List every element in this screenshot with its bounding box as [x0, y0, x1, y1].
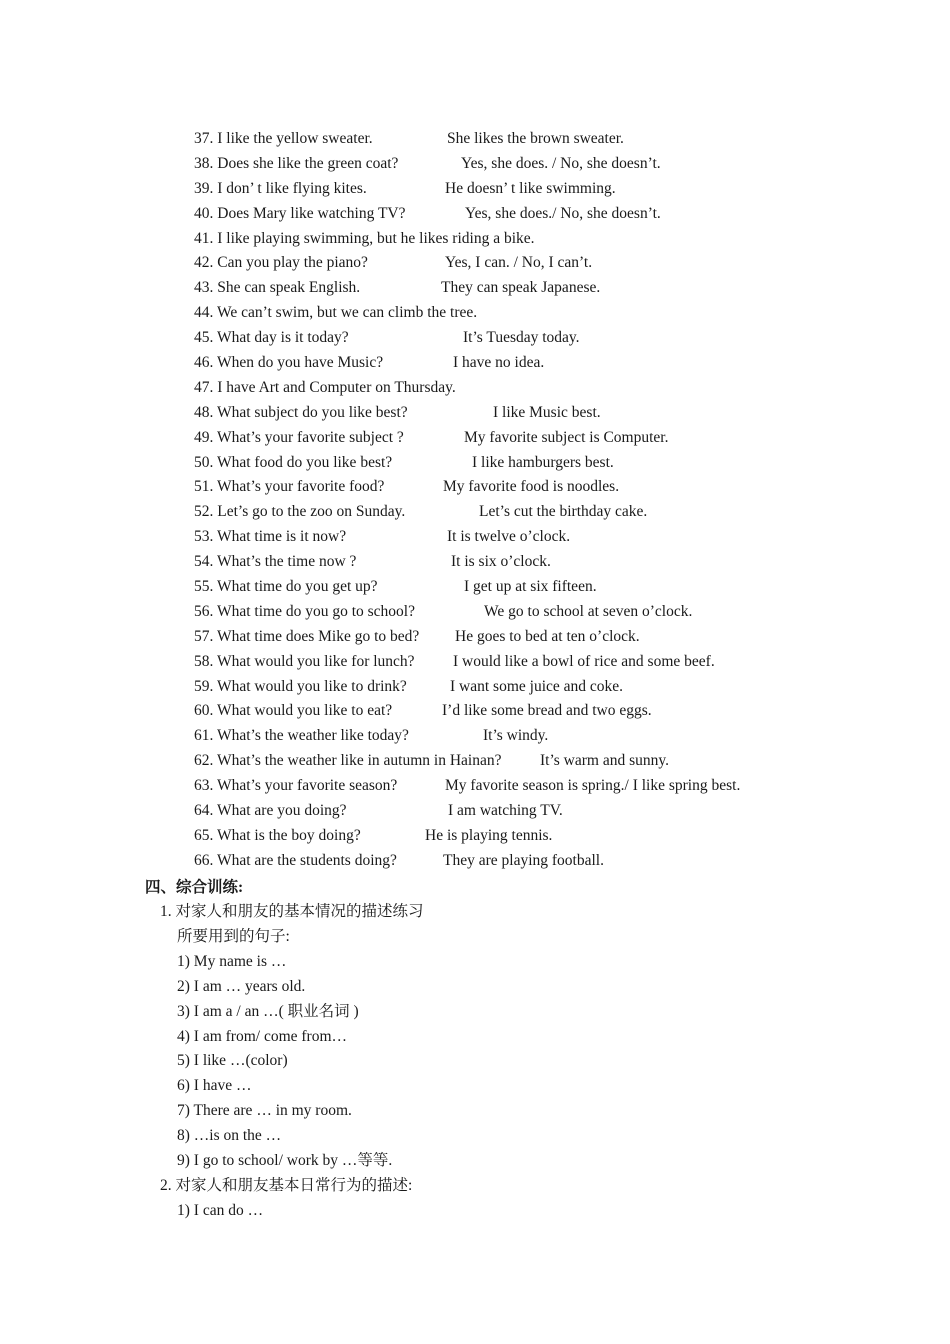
question-text: 49. What’s your favorite subject ? [194, 428, 404, 446]
question-text: 56. What time do you go to school? [194, 602, 415, 620]
qa-row [194, 525, 894, 550]
part1-line: 7) There are … in my room. [177, 1102, 352, 1120]
answer-text: He goes to bed at ten o’clock. [455, 627, 640, 645]
answer-text: He doesn’ t like swimming. [445, 179, 616, 197]
answer-text: My favorite subject is Computer. [464, 428, 669, 446]
qa-row [194, 451, 894, 476]
part1-line: 8) …is on the … [177, 1127, 282, 1145]
answer-text: I’d like some bread and two eggs. [442, 702, 652, 720]
qa-row [194, 326, 894, 351]
question-text: 43. She can speak English. [194, 279, 361, 297]
answer-text: I get up at six fifteen. [464, 578, 597, 596]
answer-text: We go to school at seven o’clock. [484, 602, 693, 620]
qa-row [194, 550, 894, 575]
question-text: 64. What are you doing? [194, 802, 347, 820]
qa-row [194, 227, 894, 252]
part1-line: 2) I am … years old. [177, 977, 306, 995]
qa-row [194, 774, 894, 799]
question-text: 48. What subject do you like best? [194, 403, 408, 421]
qa-row [194, 749, 894, 774]
question-text: 66. What are the students doing? [194, 851, 397, 869]
part1-intro: 所要用到的句子: [177, 928, 290, 945]
question-text: 53. What time is it now? [194, 528, 347, 546]
question-text: 54. What’s the time now ? [194, 553, 357, 571]
question-text: 61. What’s the weather like today? [194, 727, 409, 745]
answer-text: Yes, she does. / No, she doesn’t. [461, 154, 661, 172]
answer-text: I have no idea. [453, 354, 545, 372]
qa-row [194, 675, 894, 700]
qa-row [194, 401, 894, 426]
part1-line: 4) I am from/ come from… [177, 1027, 348, 1045]
qa-row [194, 625, 894, 650]
answer-text: She likes the brown sweater. [447, 130, 624, 147]
question-text: 65. What is the boy doing? [194, 826, 361, 844]
qa-row [194, 699, 894, 724]
qa-row [194, 251, 894, 276]
answer-text: I am watching TV. [448, 802, 563, 820]
part1-line: 1) My name is … [177, 952, 287, 970]
question-text: 63. What’s your favorite season? [194, 777, 398, 795]
qa-row [194, 849, 894, 874]
question-text: 60. What would you like to eat? [194, 702, 393, 720]
qa-row [194, 575, 894, 600]
qa-row [194, 177, 894, 202]
part1-line: 9) I go to school/ work by …等等. [177, 1152, 393, 1170]
qa-row [194, 824, 894, 849]
question-text: 59. What would you like to drink? [194, 677, 407, 695]
question-text: 39. I don’ t like flying kites. [194, 179, 367, 197]
question-text: 41. I like playing swimming, but he likes riding a bike. [194, 229, 535, 247]
question-text: 44. We can’t swim, but we can climb the tree. [194, 304, 478, 322]
qa-row [194, 724, 894, 749]
part2-lines [177, 1199, 777, 1224]
question-text: 42. Can you play the piano? [194, 254, 368, 272]
qa-row [194, 600, 894, 625]
answer-text: It’s Tuesday today. [463, 329, 580, 347]
qa-row [194, 127, 894, 152]
qa-row [194, 276, 894, 301]
answer-text: Let’s cut the birthday cake. [479, 503, 648, 521]
answer-text: Yes, I can. / No, I can’t. [445, 254, 593, 272]
qa-row [194, 475, 894, 500]
part1-line: 3) I am a / an …( 职业名词 ) [177, 1002, 359, 1020]
answer-text: I want some juice and coke. [450, 677, 624, 695]
answer-text: It is twelve o’clock. [447, 528, 571, 546]
question-text: 38. Does she like the green coat? [194, 154, 399, 172]
part1-line: 5) I like …(color) [177, 1052, 288, 1070]
question-text: 40. Does Mary like watching TV? [194, 204, 406, 222]
question-text: 57. What time does Mike go to bed? [194, 627, 420, 645]
part2-heading: 2. 对家人和朋友基本日常行为的描述: [160, 1177, 413, 1194]
answer-text: It’s warm and sunny. [540, 752, 670, 770]
question-text: 62. What’s the weather like in autumn in Hainan? [194, 752, 502, 770]
qa-row [194, 376, 894, 401]
answer-text: It’s windy. [483, 727, 549, 745]
qa-row [194, 500, 894, 525]
question-text: 58. What would you like for lunch? [194, 652, 415, 670]
answer-text: I would like a bowl of rice and some beef. [453, 652, 715, 670]
answer-text: He is playing tennis. [425, 826, 553, 844]
part1-heading: 1. 对家人和朋友的基本情况的描述练习 [160, 903, 424, 920]
answer-text: Yes, she does./ No, she doesn’t. [465, 204, 661, 222]
answer-text: It is six o’clock. [451, 553, 551, 571]
answer-text: I like hamburgers best. [472, 453, 614, 471]
qa-sentence-list [194, 127, 894, 874]
answer-text: My favorite season is spring./ I like spring best. [445, 777, 741, 795]
question-text: 47. I have Art and Computer on Thursday. [194, 378, 456, 396]
part1-lines [177, 925, 777, 1174]
answer-text: They can speak Japanese. [441, 279, 601, 297]
answer-text: They are playing football. [443, 851, 604, 869]
qa-row [194, 426, 894, 451]
question-text: 50. What food do you like best? [194, 453, 393, 471]
part1-line: 6) I have … [177, 1077, 252, 1095]
question-text: 46. When do you have Music? [194, 354, 384, 372]
question-text: 51. What’s your favorite food? [194, 478, 385, 496]
answer-text: I like Music best. [493, 403, 601, 421]
qa-row [194, 202, 894, 227]
answer-text: My favorite food is noodles. [443, 478, 620, 496]
qa-row [194, 301, 894, 326]
qa-row [194, 650, 894, 675]
qa-row [194, 799, 894, 824]
part2-line: 1) I can do … [177, 1202, 264, 1219]
question-text: 52. Let’s go to the zoo on Sunday. [194, 503, 406, 521]
qa-row [194, 351, 894, 376]
question-text: 45. What day is it today? [194, 329, 349, 347]
section-title: 四、综合训练: [145, 879, 244, 896]
question-text: 55. What time do you get up? [194, 578, 378, 596]
qa-row [194, 152, 894, 177]
question-text: 37. I like the yellow sweater. [194, 130, 373, 147]
